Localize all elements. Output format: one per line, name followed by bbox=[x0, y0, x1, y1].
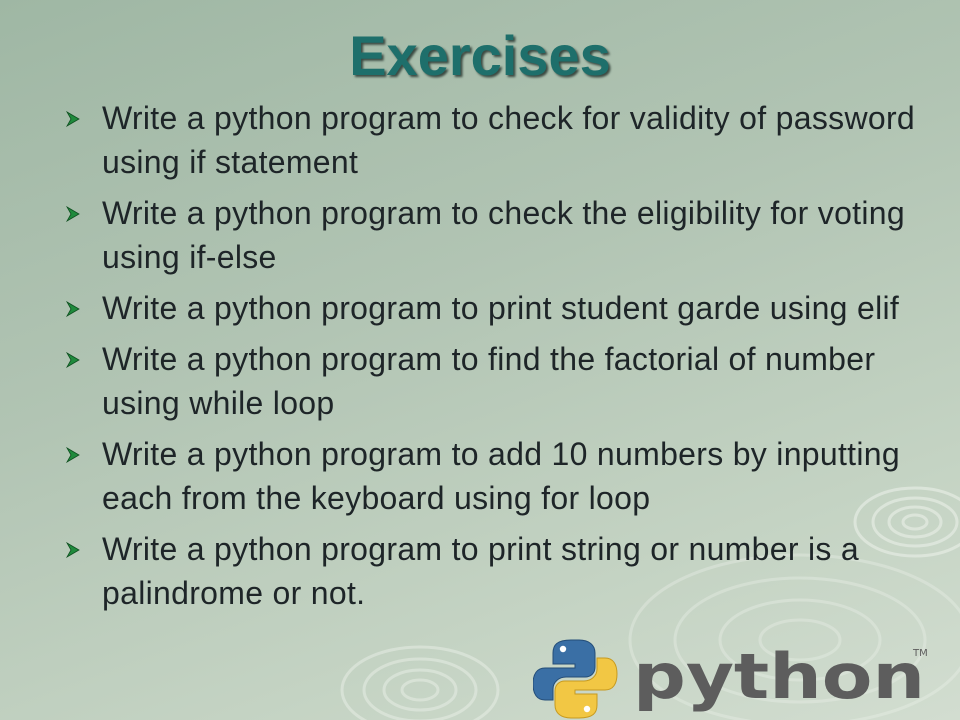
arrow-bullet-icon bbox=[66, 206, 80, 222]
python-wordmark: python bbox=[633, 640, 925, 713]
arrow-bullet-icon bbox=[66, 301, 80, 317]
trademark-label: TM bbox=[913, 648, 928, 659]
python-logo bbox=[533, 636, 933, 720]
arrow-bullet-icon bbox=[66, 447, 80, 463]
list-item-text: Write a python program to add 10 numbers by inputting each from the keyboard using for loop bbox=[102, 436, 900, 516]
list-item bbox=[64, 527, 924, 615]
list-item-text: Write a python program to check for validity of password using if statement bbox=[102, 100, 916, 180]
list-item-text: Write a python program to find the factorial of number using while loop bbox=[102, 341, 876, 421]
exercise-list bbox=[64, 96, 924, 622]
list-item-text: Write a python program to check the eligibility for voting using if-else bbox=[102, 195, 905, 275]
arrow-bullet-icon bbox=[66, 352, 80, 368]
arrow-bullet-icon bbox=[66, 542, 80, 558]
list-item bbox=[64, 96, 924, 184]
list-item bbox=[64, 191, 924, 279]
arrow-bullet-icon bbox=[66, 111, 80, 127]
list-item bbox=[64, 337, 924, 425]
list-item bbox=[64, 432, 924, 520]
slide-title: Exercises bbox=[349, 24, 611, 87]
list-item-text: Write a python program to print string or number is a palindrome or not. bbox=[102, 531, 859, 611]
list-item bbox=[64, 286, 924, 330]
list-item-text: Write a python program to print student garde using elif bbox=[102, 290, 900, 326]
python-snake-icon bbox=[533, 640, 617, 718]
